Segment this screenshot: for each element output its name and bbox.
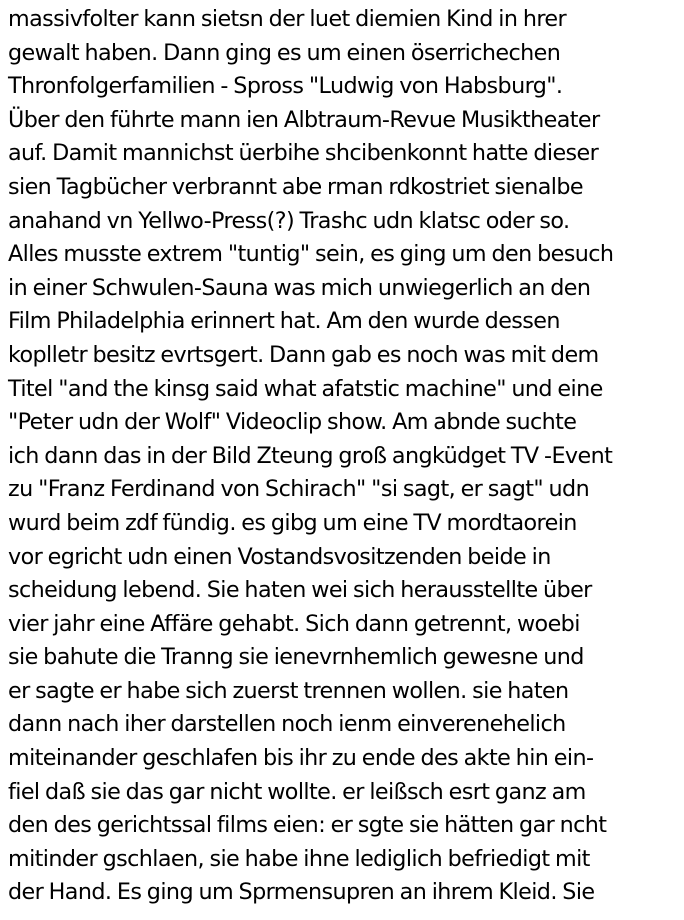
text-line: ich dann das in der Bild Zteung groß angküdget TV -Event (8, 442, 613, 469)
text-line: wurd beim zdf fündig. es gibg um eine TV mordtaorein (8, 509, 577, 536)
text-line: zu "Franz Ferdinand von Schirach" "si sagt, er sagt" udn (8, 476, 590, 503)
text-line: fiel daß sie das gar nicht wollte. er leißsch esrt ganz am (8, 778, 586, 805)
text-line: in einer Schwulen-Sauna was mich unwiegerlich an den (8, 274, 591, 301)
text-line: koplletr besitz evrtsgert. Dann gab es noch was mit dem (8, 341, 599, 368)
text-line: den des gerichtssal films eien: er sgte sie hätten gar ncht (8, 812, 607, 839)
text-line: gewalt haben. Dann ging es um einen öserrichechen (8, 39, 561, 66)
text-line: sien Tagbücher verbrannt abe rman rdkostriet sienalbe (8, 173, 583, 200)
text-line: Film Philadelphia erinnert hat. Am den wurde dessen (8, 308, 560, 335)
text-line: Über den führte mann ien Albtraum-Revue Musiktheater (8, 106, 600, 133)
text-line: anahand vn Yellwo-Press(?) Trashc udn klatsc oder so. (8, 207, 570, 234)
text-line: scheidung lebend. Sie haten wei sich herausstellte über (8, 577, 592, 604)
text-line: miteinander geschlafen bis ihr zu ende des akte hin ein- (8, 745, 594, 772)
text-line: Thronfolgerfamilien - Spross "Ludwig von Habsburg". (8, 73, 563, 100)
text-line: mitinder gschlaen, sie habe ihne lediglich befriedigt mit (8, 845, 590, 872)
text-line: sie bahute die Tranng sie ienevrnhemlich gewesne und (8, 644, 584, 671)
text-line: dann nach iher darstellen noch ienm einverenehelich (8, 711, 566, 738)
text-line: vier jahr eine Affäre gehabt. Sich dann getrennt, woebi (8, 610, 580, 637)
text-line: vor egricht udn einen Vostandsvositzenden beide in (8, 543, 551, 570)
text-line: Titel "and the kinsg said what afatstic machine" und eine (8, 375, 603, 402)
text-line: der Hand. Es ging um Sprmensupren an ihrem Kleid. Sie (8, 879, 595, 906)
text-line: "Peter udn der Wolf" Videoclip show. Am abnde suchte (8, 409, 577, 436)
text-line: auf. Damit mannichst üerbihe shcibenkonnt hatte dieser (8, 140, 599, 167)
text-line: er sagte er habe sich zuerst trennen wollen. sie haten (8, 677, 569, 704)
text-line: Alles musste extrem "tuntig" sein, es ging um den besuch (8, 241, 614, 268)
text-line: massivfolter kann sietsn der luet diemien Kind in hrer (8, 6, 567, 32)
